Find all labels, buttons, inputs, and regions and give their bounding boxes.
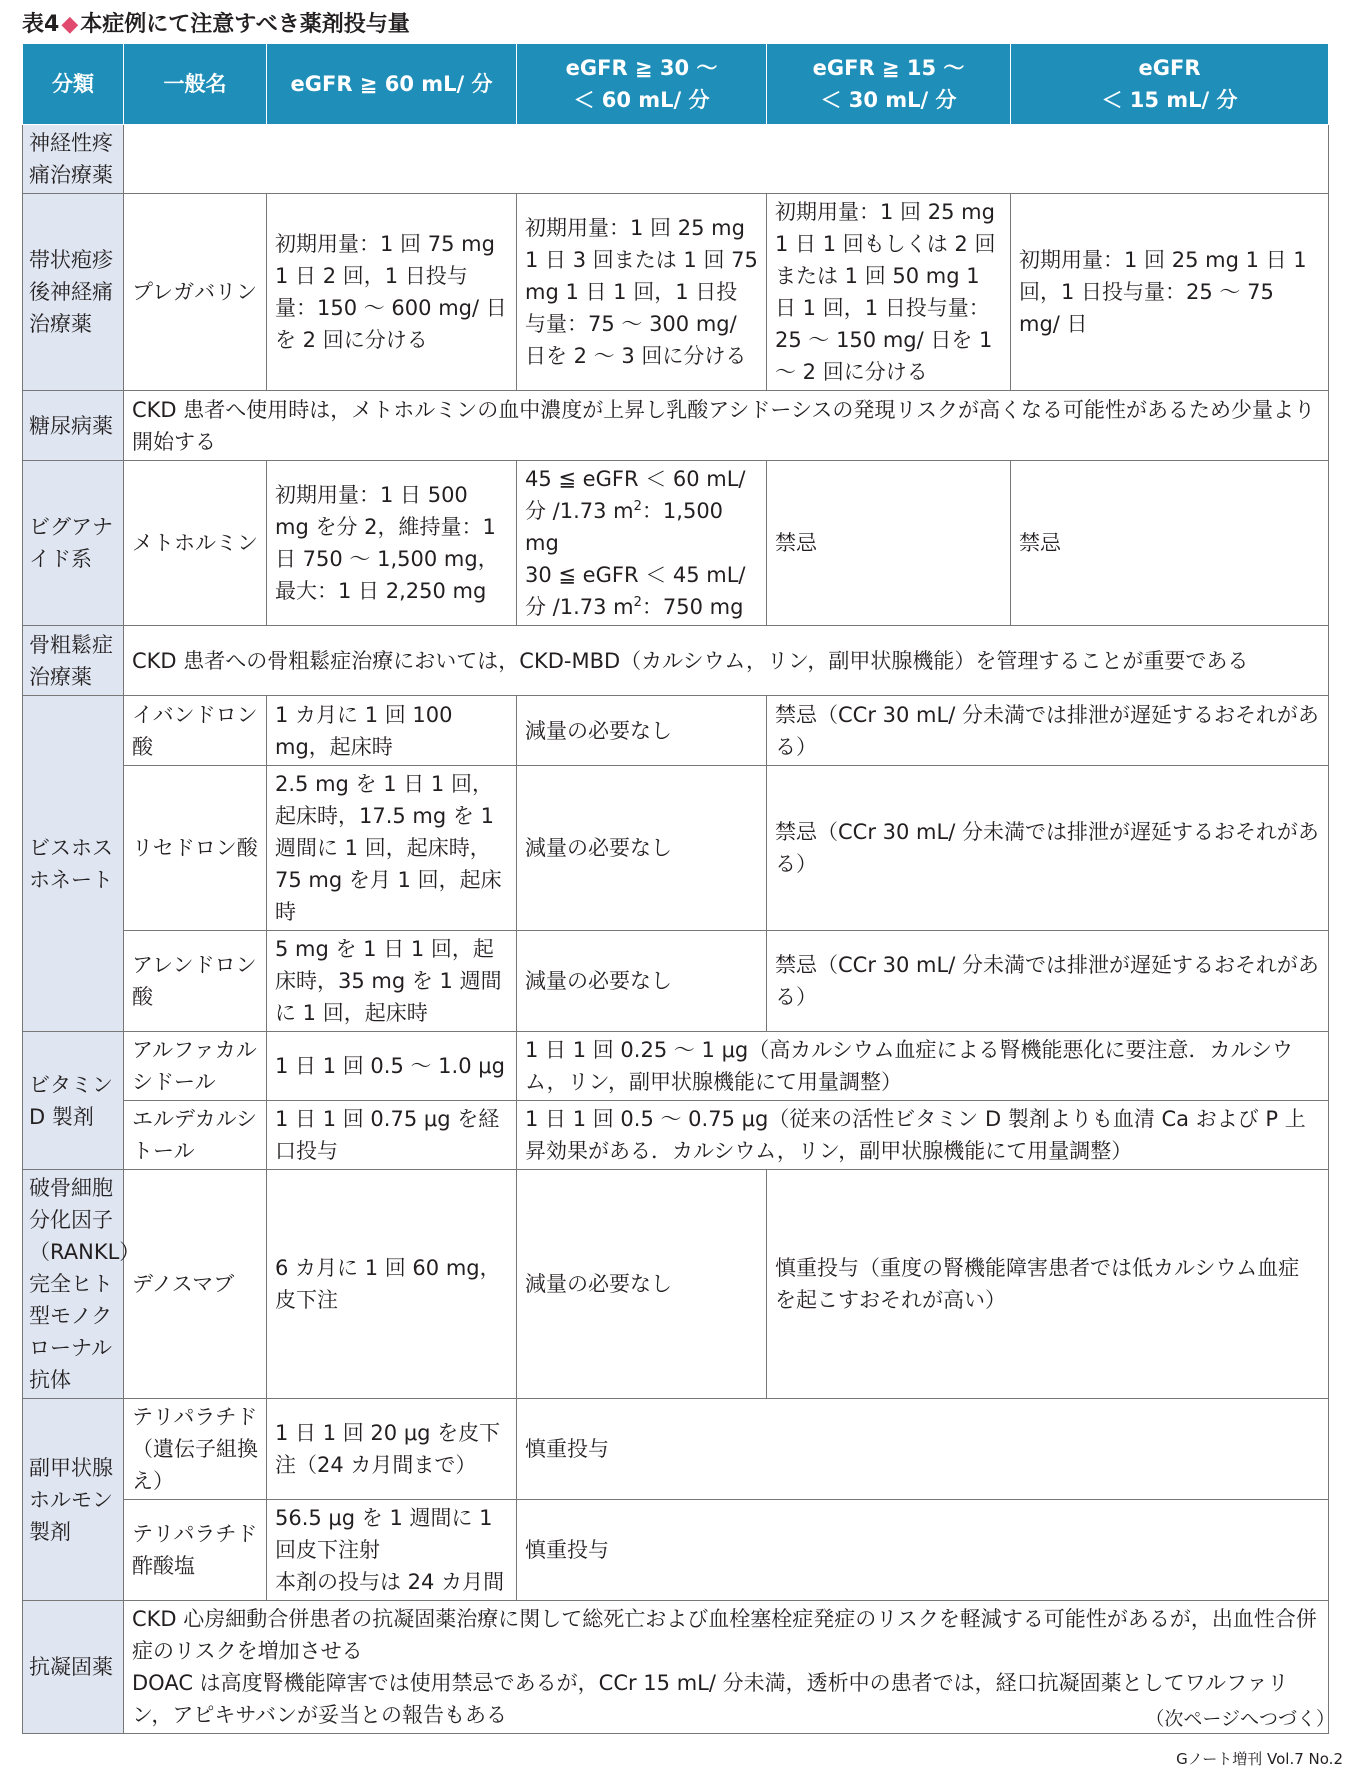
generic-name-cell: デノスマブ	[124, 1170, 267, 1399]
generic-name-cell: エルデカルシトール	[124, 1101, 267, 1170]
category-cell: 副甲状腺ホルモン製剤	[23, 1399, 124, 1601]
category-cell: 神経性疼痛治療薬	[23, 125, 124, 194]
dose-line: 30 ≦ eGFR ＜ 45 mL/ 分 /1.73 $m^2$：750 mg	[525, 563, 746, 619]
dose-cell: 初期用量：1 回 75 mg 1 日 2 回，1 日投与量：150 ～ 600 mg/ 日を 2 回に分ける	[267, 194, 517, 391]
dose-line: 45 ≦ eGFR ＜ 60 mL/ 分 /1.73 $m^2$：1,500 mg	[525, 467, 746, 555]
table-row	[23, 125, 1329, 194]
category-cell: 帯状疱疹後神経痛治療薬	[23, 194, 124, 391]
dose-cell: 減量の必要なし	[517, 1170, 767, 1399]
drug-dosage-table	[22, 43, 1329, 1734]
table-caption	[22, 8, 410, 42]
dose-cell: 1 日 1 回 0.5 ～ 1.0 μg	[267, 1032, 517, 1101]
table-row	[23, 1500, 1329, 1601]
dose-cell: 初期用量：1 回 25 mg 1 日 1 回もしくは 2 回または 1 回 50 mg 1 日 1 回，1 日投与量：25 ～ 150 mg/ 日を 1 ～ 2 回に分ける	[767, 194, 1011, 391]
header-category: 分類	[23, 44, 124, 125]
dose-cell: 1 日 1 回 0.5 ～ 0.75 μg（従来の活性ビタミン D 製剤よりも血清 Ca および P 上昇効果がある．カルシウム，リン，副甲状腺機能にて用量調整）	[517, 1101, 1329, 1170]
dose-cell: 2.5 mg を 1 日 1 回，起床時，17.5 mg を 1 週間に 1 回，起床時，75 mg を月 1 回，起床時	[267, 766, 517, 931]
generic-name-cell: リセドロン酸	[124, 766, 267, 931]
dose-cell: 1 日 1 回 20 μg を皮下注（24 カ月間まで）	[267, 1399, 517, 1500]
dose-cell: 慎重投与（重度の腎機能障害患者では低カルシウム血症を起こすおそれが高い）	[767, 1170, 1329, 1399]
header-generic-name: 一般名	[124, 44, 267, 125]
dose-cell: 初期用量：1 日 500 mg を分 2，維持量：1 日 750 ～ 1,500 mg，最大：1 日 2,250 mg	[267, 461, 517, 626]
header-egfr-15-30: eGFR ≧ 15 ～ ＜ 30 mL/ 分	[767, 44, 1011, 125]
note-cell: CKD 患者への骨粗鬆症治療においては，CKD-MBD（カルシウム，リン，副甲状腺機能）を管理することが重要である	[124, 626, 1329, 696]
table-row	[23, 931, 1329, 1032]
continued-note: （次ページへつづく）	[1145, 1708, 1335, 1730]
empty-cell	[124, 125, 1329, 194]
table-row	[23, 1170, 1329, 1399]
dose-cell: 減量の必要なし	[517, 931, 767, 1032]
category-cell: 骨粗鬆症治療薬	[23, 626, 124, 696]
dose-cell: 1 日 1 回 0.75 μg を経口投与	[267, 1101, 517, 1170]
dose-cell: 1 カ月に 1 回 100 mg，起床時	[267, 696, 517, 766]
dose-cell: 禁忌（CCr 30 mL/ 分未満では排泄が遅延するおそれがある）	[767, 696, 1329, 766]
dose-cell: 禁忌	[767, 461, 1011, 626]
header-row	[23, 44, 1329, 125]
category-cell: ビスホスホネート	[23, 696, 124, 1032]
dose-cell: 禁忌	[1011, 461, 1329, 626]
generic-name-cell: イバンドロン酸	[124, 696, 267, 766]
category-cell: ビグアナイド系	[23, 461, 124, 626]
dose-cell: 1 日 1 回 0.25 ～ 1 μg（高カルシウム血症による腎機能悪化に要注意．カルシウム，リン，副甲状腺機能にて用量調整）	[517, 1032, 1329, 1101]
dose-cell: 初期用量：1 回 25 mg 1 日 3 回または 1 回 75 mg 1 日 1 回，1 日投与量：75 ～ 300 mg/ 日を 2 ～ 3 回に分ける	[517, 194, 767, 391]
note-cell: CKD 患者へ使用時は，メトホルミンの血中濃度が上昇し乳酸アシドーシスの発現リスクが高くなる可能性があるため少量より開始する	[124, 391, 1329, 461]
dose-cell	[267, 1500, 517, 1601]
generic-name-cell: テリパラチド酢酸塩	[124, 1500, 267, 1601]
generic-name-cell: アルファカルシドール	[124, 1032, 267, 1101]
dose-cell: 禁忌（CCr 30 mL/ 分未満では排泄が遅延するおそれがある）	[767, 766, 1329, 931]
dose-line: 56.5 μg を 1 週間に 1 回皮下注射	[275, 1506, 493, 1562]
table-row	[23, 1101, 1329, 1170]
dose-cell: 慎重投与	[517, 1399, 1329, 1500]
dose-cell: 減量の必要なし	[517, 696, 767, 766]
dose-cell	[517, 461, 767, 626]
category-cell: ビタミン D 製剤	[23, 1032, 124, 1170]
table-row	[23, 1399, 1329, 1500]
note-line: CKD 心房細動合併患者の抗凝固薬治療に関して総死亡および血栓塞栓症発症のリスクを軽減する可能性があるが，出血性合併症のリスクを増加させる	[132, 1607, 1317, 1663]
dose-line: 本剤の投与は 24 カ月間	[275, 1570, 505, 1594]
generic-name-cell: プレガバリン	[124, 194, 267, 391]
note-line: DOAC は高度腎機能障害では使用禁忌であるが，CCr 15 mL/ 分未満，透析中の患者では，経口抗凝固薬としてワルファリン，アピキサバンが妥当との報告もある	[132, 1671, 1289, 1727]
table-row	[23, 1032, 1329, 1101]
table-title: 本症例にて注意すべき薬剤投与量	[80, 12, 410, 37]
header-egfr-under-15: eGFR ＜ 15 mL/ 分	[1011, 44, 1329, 125]
table-row	[23, 766, 1329, 931]
table-row	[23, 461, 1329, 626]
generic-name-cell: アレンドロン酸	[124, 931, 267, 1032]
category-cell: 抗凝固薬	[23, 1601, 124, 1734]
category-cell: 糖尿病薬	[23, 391, 124, 461]
dose-cell: 6 カ月に 1 回 60 mg，皮下注	[267, 1170, 517, 1399]
header-egfr-60-plus: eGFR ≧ 60 mL/ 分	[267, 44, 517, 125]
generic-name-cell: メトホルミン	[124, 461, 267, 626]
generic-name-cell: テリパラチド（遺伝子組換え）	[124, 1399, 267, 1500]
table-row	[23, 696, 1329, 766]
diamond-icon: ◆	[61, 12, 79, 37]
journal-footer: Gノート増刊 Vol.7 No.2	[1176, 1750, 1343, 1768]
dose-cell: 初期用量：1 回 25 mg 1 日 1 回，1 日投与量：25 ～ 75 mg/ 日	[1011, 194, 1329, 391]
table-row	[23, 626, 1329, 696]
category-cell: 破骨細胞分化因子（RANKL）完全ヒト型モノクローナル抗体	[23, 1170, 124, 1399]
header-egfr-30-60: eGFR ≧ 30 ～ ＜ 60 mL/ 分	[517, 44, 767, 125]
dose-cell: 5 mg を 1 日 1 回，起床時，35 mg を 1 週間に 1 回，起床時	[267, 931, 517, 1032]
dose-cell: 慎重投与	[517, 1500, 1329, 1601]
dose-cell: 減量の必要なし	[517, 766, 767, 931]
table-row	[23, 391, 1329, 461]
table-row	[23, 1601, 1329, 1734]
dose-cell: 禁忌（CCr 30 mL/ 分未満では排泄が遅延するおそれがある）	[767, 931, 1329, 1032]
table-row	[23, 194, 1329, 391]
table-number: 表4	[22, 12, 60, 37]
